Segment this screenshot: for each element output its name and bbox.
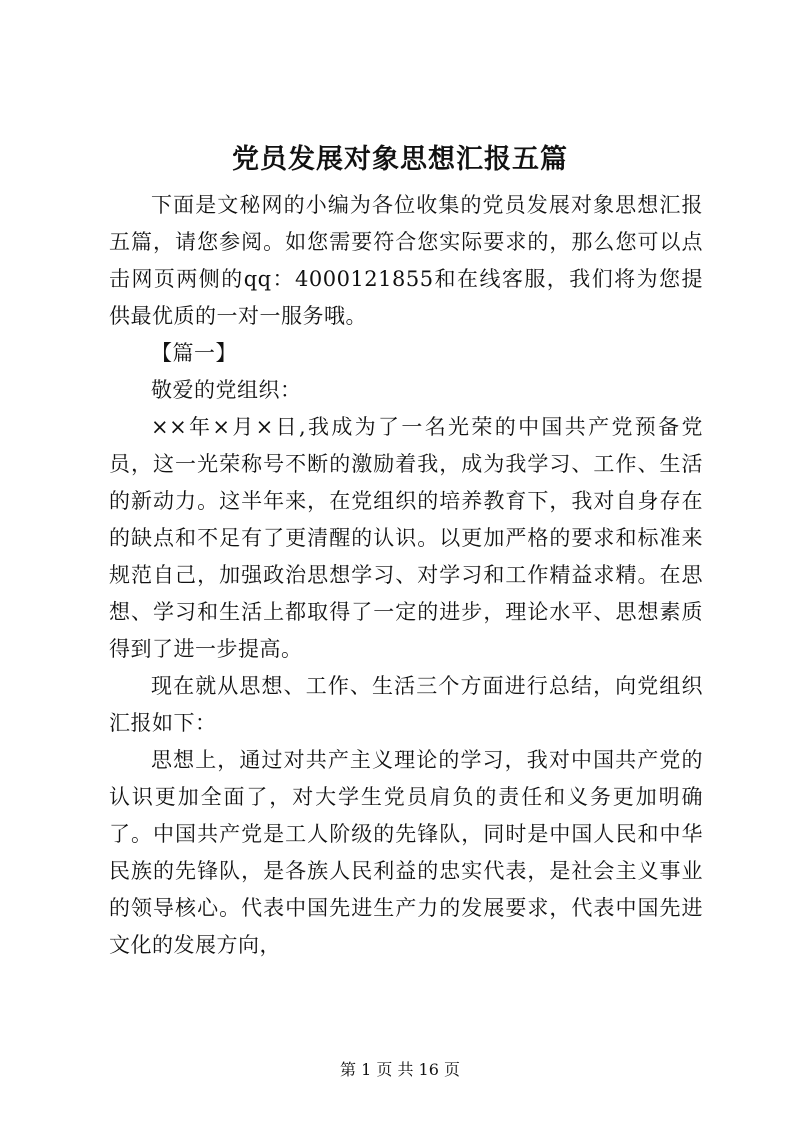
body-paragraph: 现在就从思想、工作、生活三个方面进行总结，向党组织汇报如下：: [109, 674, 703, 735]
document-title: 党员发展对象思想汇报五篇: [232, 144, 568, 175]
salutation: 敬爱的党组织：: [151, 378, 302, 402]
intro-paragraph: 下面是文秘网的小编为各位收集的党员发展对象思想汇报五篇，请您参阅。如您需要符合您实际要求的，那么您可以点击网页两侧的qq：4000121855和在线客服，我们将为您提供最优质的一对一服务哦。: [109, 193, 703, 328]
document-body: [109, 187, 703, 964]
body-paragraph: ××年×月×日,我成为了一名光荣的中国共产党预备党员，这一光荣称号不断的激励着我，成为我学习、工作、生活的新动力。这半年来，在党组织的培养教育下，我对自身存在的缺点和不足有了更清醒的认识。以更加严格的要求和标准来规范自己，加强政治思想学习、对学习和工作精益求精。在思想、学习和生活上都取得了一定的进步，理论水平、思想素质得到了进一步提高。: [109, 415, 703, 661]
body-paragraph: 思想上，通过对共产主义理论的学习，我对中国共产党的认识更加全面了，对大学生党员肩负的责任和义务更加明确了。中国共产党是工人阶级的先锋队，同时是中国人民和中华民族的先锋队，是各族人民利益的忠实代表，是社会主义事业的领导核心。代表中国先进生产力的发展要求，代表中国先进文化的发展方向，: [109, 748, 703, 957]
section-heading: 【篇一】: [151, 341, 237, 365]
page-footer: 第 1 页 共 16 页: [340, 1060, 460, 1079]
